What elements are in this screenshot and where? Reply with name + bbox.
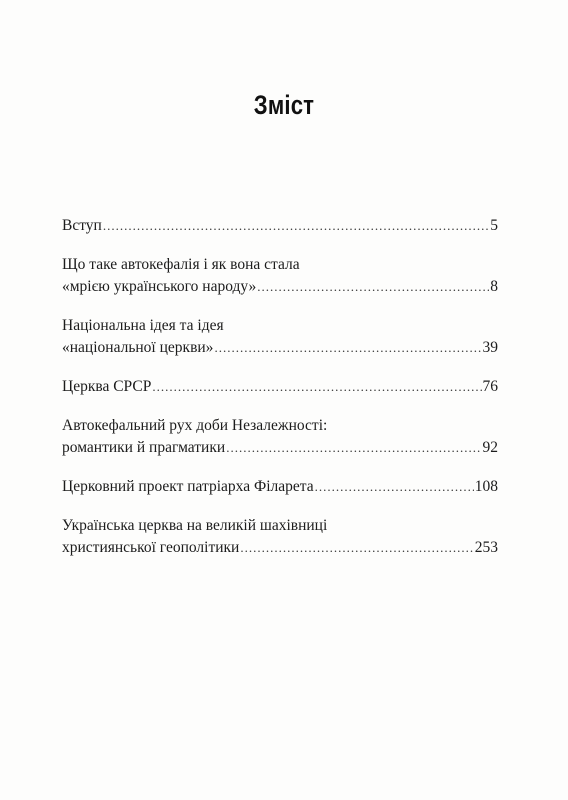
toc-leader-dots [257,276,489,298]
toc-entry-autocephaly[interactable] [62,254,498,298]
toc-page-number: 39 [482,339,498,356]
toc-page-number: 108 [474,478,498,495]
toc-entry-ussr-church[interactable] [62,376,498,398]
toc-leader-dots [152,376,481,398]
toc-entry-title: «мрією українського народу» [62,278,257,295]
toc-leader-dots [315,476,474,498]
toc-entry-independence-movement[interactable] [62,415,498,459]
toc-entry-title: Церква СРСР [62,378,152,395]
toc-leader-dots [240,537,473,559]
toc-entry-title: християнської геополітики [62,539,240,556]
toc-entry-title: романтики й прагматики [62,439,226,456]
toc-entry-title-line: Автокефальний рух доби Незалежності: [62,417,328,434]
toc-entry-title-line: Що таке автокефалія і як вона стала [62,256,300,273]
toc-entry-geopolitics[interactable] [62,515,498,559]
toc-leader-dots [103,215,489,237]
toc-entry-filaret-project[interactable] [62,476,498,498]
toc-entry-title: Церковний проект патріарха Філарета [62,478,314,495]
toc-page-number: 253 [474,539,498,556]
toc-page-number: 8 [490,278,498,295]
toc-page-number: 5 [490,217,498,234]
toc-entry-title: Вступ [62,217,102,234]
toc-entry-title-line: Українська церква на великій шахівниці [62,517,328,534]
toc-entry-national-idea[interactable] [62,315,498,359]
toc-leader-dots [226,437,481,459]
page-title: Зміст [253,90,315,120]
toc-page-number: 92 [482,439,498,456]
toc-entry-title-line: Національна ідея та ідея [62,317,224,334]
toc-entry-title: «національної церкви» [62,339,214,356]
toc-page-number: 76 [482,378,498,395]
table-of-contents [62,215,498,576]
toc-leader-dots [214,337,481,359]
toc-entry-intro[interactable] [62,215,498,237]
